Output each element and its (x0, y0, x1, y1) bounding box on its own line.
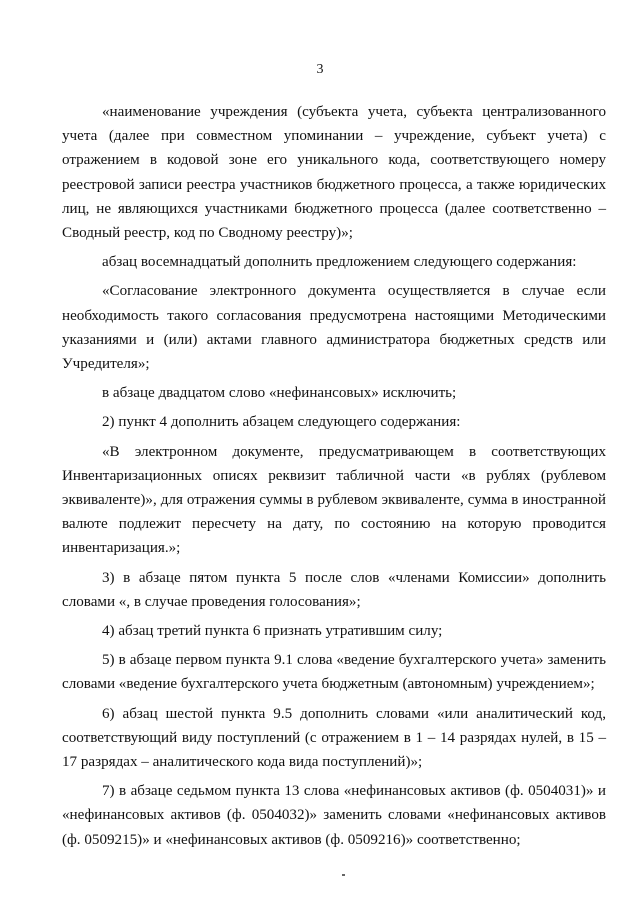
paragraph-7: 3) в абзаце пятом пункта 5 после слов «членами Комиссии» дополнить словами «, в случае проведения голосования»; (62, 569, 606, 610)
paragraph-3: «Согласование электронного документа осуществляется в случае если необходимость такого согласования предусмотрена настоящими Методическими указаниями и (или) актами главного администратора бюджетных средств или Учредителя»; (62, 283, 606, 373)
paragraph-1: «наименование учреждения (субъекта учета, субъекта централизованного учета (далее при совместном упоминании – учреждение, субъект учета) с отражением в кодовой зоне его уникального кода, соответствующего номеру реестровой записи реестра участников бюджетного процесса, а также юридических лиц, не являющихся участниками бюджетного процесса (далее соответственно – Сводный реестр, код по Сводному реестру)»; (62, 104, 606, 242)
document-body (62, 100, 606, 857)
paragraph-8: 4) абзац третий пункта 6 признать утратившим силу; (102, 623, 443, 640)
paragraph-4: в абзаце двадцатом слово «нефинансовых» исключить; (102, 385, 457, 402)
scan-speck (342, 874, 345, 876)
page-number: 3 (316, 62, 324, 77)
paragraph-11: 7) в абзаце седьмом пункта 13 слова «нефинансовых активов (ф. 0504031)» и «нефинансовых активов (ф. 0504032)» заменить словами «нефинансовых активов (ф. 0509215)» и «нефинансовых активов (ф. 0509216)» соответственно; (62, 783, 606, 848)
paragraph-6: «В электронном документе, предусматривающем в соответствующих Инвентаризационных описях реквизит табличной части «в рублях (рублевом эквиваленте)», для отражения суммы в рублевом эквиваленте, сумма в иностранной валюте подлежит пересчету на дату, по состоянию на которую проводится инвентаризация.»; (62, 443, 606, 557)
paragraph-5: 2) пункт 4 дополнить абзацем следующего содержания: (102, 414, 461, 431)
paragraph-9: 5) в абзаце первом пункта 9.1 слова «ведение бухгалтерского учета» заменить словами «ведение бухгалтерского учета бюджетным (автономным) учреждением»; (62, 652, 606, 693)
paragraph-2: абзац восемнадцатый дополнить предложением следующего содержания: (102, 254, 577, 271)
paragraph-10: 6) абзац шестой пункта 9.5 дополнить словами «или аналитический код, соответствующий виду поступлений (с отражением в 1 – 14 разрядах нулей, в 15 – 17 разрядах – аналитического кода вида поступлений)»; (62, 705, 606, 771)
